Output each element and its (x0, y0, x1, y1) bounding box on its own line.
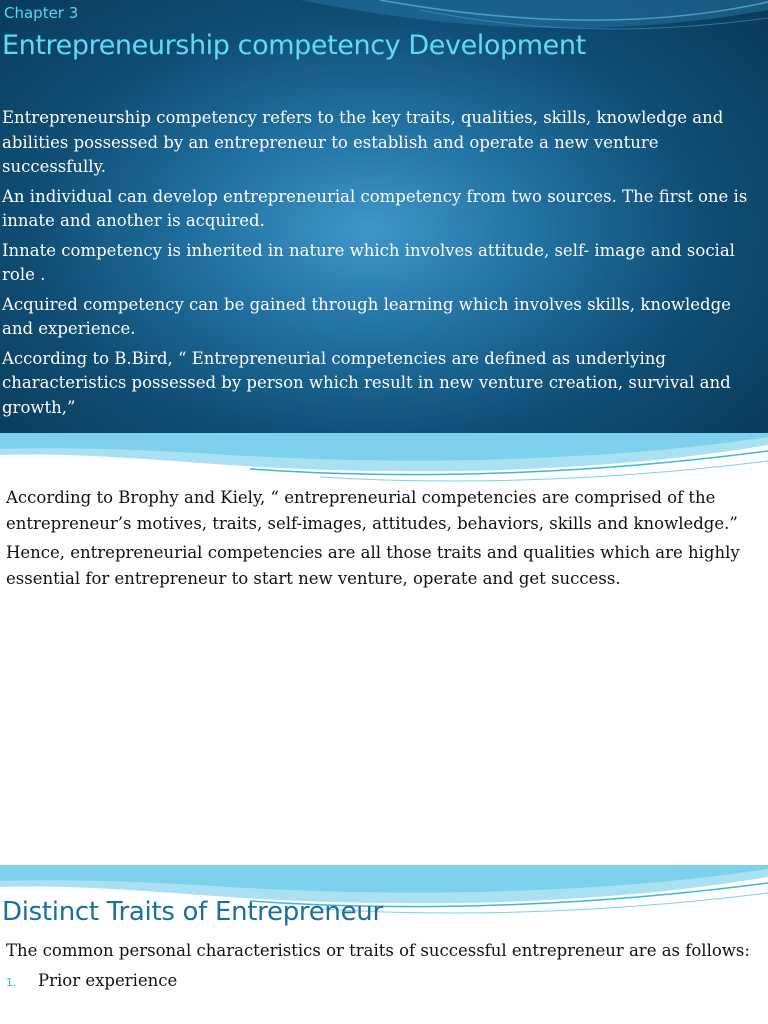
paragraph: According to Brophy and Kiely, “ entrepreneurial competencies are comprised of the entrepreneur’s motives, traits, self-images, attitudes, behaviors, skills and knowledge.” (6, 488, 738, 533)
slide-1-title: Entrepreneurship competency Development (2, 30, 586, 61)
intro-paragraph: The common personal characteristics or traits of successful entrepreneur are as follows: (6, 941, 750, 960)
slide-3-body (6, 938, 764, 995)
chapter-label: Chapter 3 (4, 4, 79, 22)
list-number: 1. (6, 976, 17, 989)
paragraph: Innate competency is inherited in nature which involves attitude, self- image and social role . (2, 240, 735, 284)
list-item (6, 968, 764, 995)
slide-3-title: Distinct Traits of Entrepreneur (2, 897, 383, 927)
paragraph: An individual can develop entrepreneurial competency from two sources. The first one is innate and another is acquired. (2, 186, 748, 230)
slide-3 (0, 865, 768, 1024)
slide-2-body (6, 485, 764, 595)
paragraph: Entrepreneurship competency refers to the key traits, qualities, skills, knowledge and abilities possessed by an entrepreneur to establish and operate a new venture successfully. (2, 108, 724, 176)
slide-2 (0, 433, 768, 838)
slide-1 (0, 0, 768, 433)
list-text: Prior experience (38, 971, 178, 990)
slide-1-body (2, 106, 766, 425)
paragraph: Hence, entrepreneurial competencies are all those traits and qualities which are highly essential for entrepreneur to start new venture, operate and get success. (6, 543, 740, 588)
slide-2-wave-decoration (0, 433, 768, 493)
paragraph: Acquired competency can be gained through learning which involves skills, knowledge and experience. (2, 294, 731, 338)
paragraph: According to B.Bird, “ Entrepreneurial competencies are defined as underlying characteristics possessed by person which result in new venture creation, survival and growth,” (2, 348, 731, 417)
